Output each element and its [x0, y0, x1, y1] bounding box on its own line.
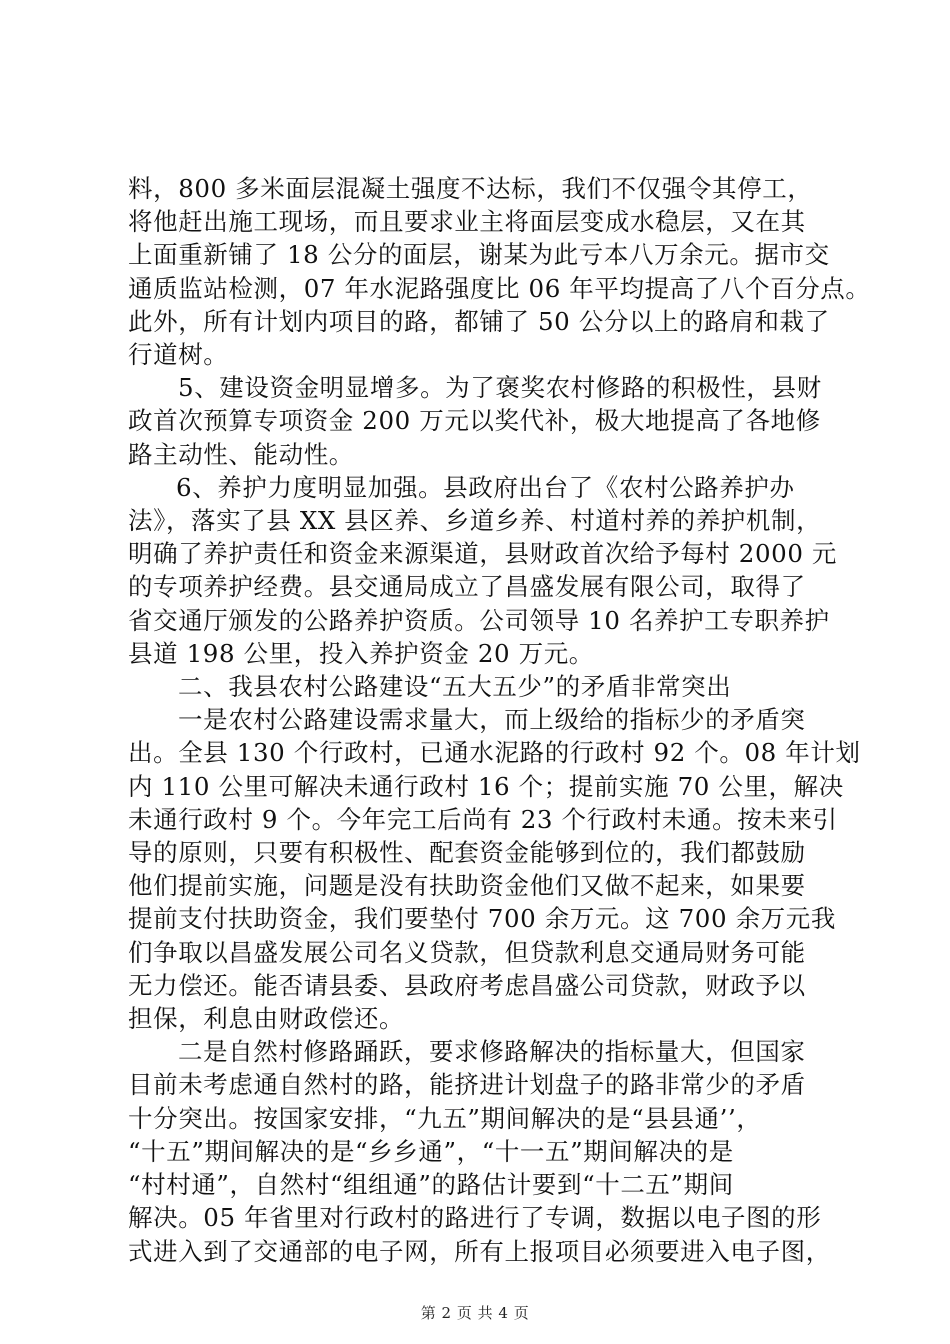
text-line: 省交通厅颁发的公路养护资质。公司领导 10 名养护工专职养护 — [128, 605, 830, 635]
text-line: 导的原则，只要有积极性、配套资金能够到位的，我们都鼓励 — [128, 838, 806, 868]
text-line: 将他赶出施工现场，而且要求业主将面层变成水稳层，又在其 — [128, 207, 806, 237]
text-line: 行道树。 — [128, 340, 229, 370]
paragraph-start-line: 二是自然村修路踊跃，要求修路解决的指标量大，但国家 — [178, 1037, 806, 1067]
text-line: 解决。05 年省里对行政村的路进行了专调，数据以电子图的形 — [128, 1203, 822, 1233]
text-line: 料，800 多米面层混凝土强度不达标，我们不仅强令其停工， — [128, 174, 813, 203]
text-line: 们争取以昌盛发展公司名义贷款，但贷款利息交通局财务可能 — [128, 937, 806, 967]
text-line: 未通行政村 9 个。今年完工后尚有 23 个行政村未通。按未来引 — [128, 804, 838, 834]
paragraph-start-line: 5、建设资金明显增多。为了褒奖农村修路的积极性，县财 — [178, 373, 822, 403]
text-line: 目前未考虑通自然村的路，能挤进计划盘子的路非常少的矛盾 — [128, 1070, 806, 1100]
text-line: 通质监站检测，07 年水泥路强度比 06 年平均提高了八个百分点。 — [128, 273, 871, 303]
text-line: 担保，利息由财政偿还。 — [128, 1004, 405, 1034]
text-line: 式进入到了交通部的电子网，所有上报项目必须要进入电子图， — [128, 1236, 831, 1266]
text-line: 路主动性、能动性。 — [128, 439, 354, 469]
text-line: 法》，落实了县 XX 县区养、乡道乡养、村道村养的养护机制， — [128, 506, 822, 536]
text-line: “十五”期间解决的是“乡乡通”，“十一五”期间解决的是 — [128, 1136, 734, 1166]
text-line: 上面重新铺了 18 公分的面层，谢某为此亏本八万余元。据市交 — [128, 240, 830, 270]
body-text — [128, 172, 871, 1268]
text-line: 提前支付扶助资金，我们要垫付 700 余万元。这 700 余万元我 — [128, 904, 836, 934]
page-number-footer: 第 2 页 共 4 页 — [420, 1304, 530, 1322]
text-line: 内 110 公里可解决未通行政村 16 个；提前实施 70 公里，解决 — [128, 771, 844, 801]
text-line: 县道 198 公里，投入养护资金 20 万元。 — [128, 638, 594, 668]
paragraph-start-line: 6、养护力度明显加强。县政府出台了《农村公路养护办 — [176, 472, 795, 502]
text-line: 出。全县 130 个行政村，已通水泥路的行政村 92 个。08 年计划 — [128, 738, 861, 768]
text-line: 此外，所有计划内项目的路，都铺了 50 公分以上的路肩和栽了 — [128, 306, 830, 336]
text-line: 十分突出。按国家安排，“九五”期间解决的是“县县通’’， — [128, 1103, 762, 1133]
text-line: 无力偿还。能否请县委、县政府考虑昌盛公司贷款，财政予以 — [128, 970, 806, 1000]
section-heading: 二、我县农村公路建设“五大五少”的矛盾非常突出 — [178, 672, 732, 702]
text-line: “村村通”，自然村“组组通”的路估计要到“十二五”期间 — [128, 1170, 734, 1200]
text-line: 政首次预算专项资金 200 万元以奖代补，极大地提高了各地修 — [128, 406, 821, 436]
paragraph-start-line: 一是农村公路建设需求量大，而上级给的指标少的矛盾突 — [178, 705, 806, 735]
text-line: 的专项养护经费。县交通局成立了昌盛发展有限公司，取得了 — [128, 572, 806, 602]
text-line: 他们提前实施，问题是没有扶助资金他们又做不起来，如果要 — [128, 871, 806, 901]
text-line: 明确了养护责任和资金来源渠道，县财政首次给予每村 2000 元 — [128, 539, 838, 569]
